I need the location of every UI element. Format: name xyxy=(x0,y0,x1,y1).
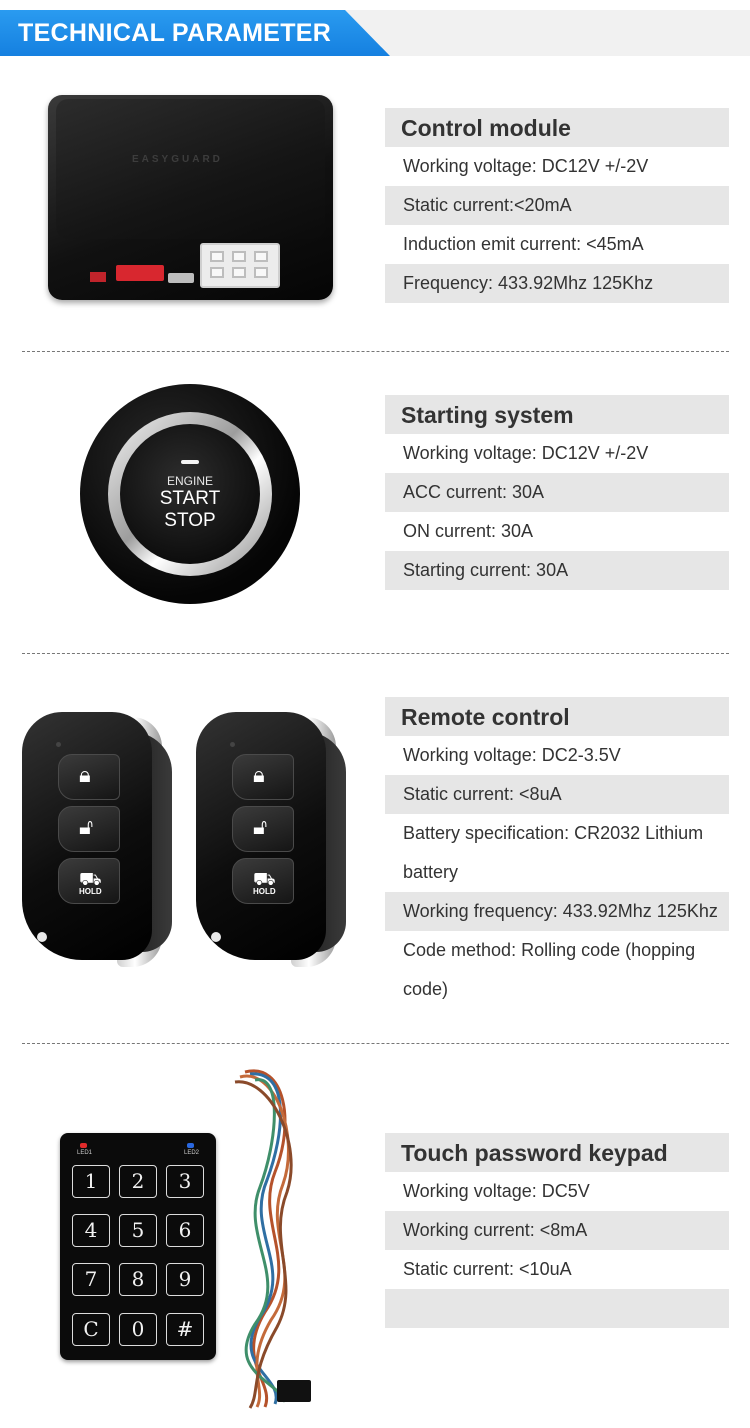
keypad-key: C xyxy=(72,1313,110,1346)
keypad-key: 0 xyxy=(119,1313,157,1346)
unlock-icon: 🔓︎ xyxy=(253,814,268,839)
keypad-led-red xyxy=(80,1143,87,1148)
spec-row: Battery specification: CR2032 Lithium battery xyxy=(403,823,704,882)
keypad-key: 8 xyxy=(119,1263,157,1296)
fob-lock-button xyxy=(232,754,294,800)
button-led xyxy=(181,460,199,464)
module-small-port xyxy=(90,272,106,282)
connector-pin xyxy=(210,267,224,278)
keypad-key: 5 xyxy=(119,1214,157,1247)
section-divider xyxy=(22,1043,729,1044)
spec-title: Touch password keypad xyxy=(385,1133,729,1172)
spec-title: Remote control xyxy=(385,697,729,736)
keypad-key: 1 xyxy=(72,1165,110,1198)
spec-row: Static current:<20mA xyxy=(385,186,729,225)
unlock-icon: 🔓︎ xyxy=(79,814,94,839)
fob-unlock-button xyxy=(58,806,120,852)
fob-indicator xyxy=(230,742,235,747)
keypad-key: # xyxy=(166,1313,204,1346)
spec-row-empty xyxy=(385,1289,729,1328)
spec-row: Code method: Rolling code (hopping code) xyxy=(403,940,696,999)
fob-trunk-button xyxy=(58,858,120,904)
keypad-wire-harness xyxy=(205,1062,315,1412)
keypad-key: 7 xyxy=(72,1263,110,1296)
keypad-led2-label: LED2 xyxy=(184,1150,200,1156)
section-divider xyxy=(22,351,729,352)
connector-pin xyxy=(232,251,246,262)
remote-control-spec-table xyxy=(385,697,729,1009)
module-connector xyxy=(200,243,280,288)
keypad-key: 4 xyxy=(72,1214,110,1247)
control-module-image xyxy=(48,95,333,300)
connector-pin xyxy=(254,267,268,278)
starting-system-spec-table xyxy=(385,395,729,590)
spec-row: Working frequency: 433.92Mhz 125Khz xyxy=(385,892,729,931)
spec-row: ACC current: 30A xyxy=(385,473,729,512)
hold-label: HOLD xyxy=(79,887,102,896)
spec-row: Working voltage: DC2-3.5V xyxy=(403,745,621,765)
module-jack xyxy=(168,273,194,283)
keypad-led-blue xyxy=(187,1143,194,1148)
spec-row: Frequency: 433.92Mhz 125Khz xyxy=(385,264,729,303)
car-trunk-icon: ⛟ xyxy=(253,869,276,889)
button-chrome-ring xyxy=(108,412,272,576)
lock-icon: 🔒︎ xyxy=(253,762,265,787)
fob-trunk-button xyxy=(232,858,294,904)
spec-row: Working voltage: DC12V +/-2V xyxy=(403,443,649,463)
section-header xyxy=(0,10,750,56)
keypad-spec-table xyxy=(385,1133,729,1328)
car-trunk-icon: ⛟ xyxy=(79,869,102,889)
spec-row: Working current: <8mA xyxy=(385,1211,729,1250)
button-start-label: START xyxy=(159,488,221,509)
spec-row: ON current: 30A xyxy=(403,521,534,541)
keypad-led1-label: LED1 xyxy=(77,1150,93,1156)
page-title: TECHNICAL PARAMETER xyxy=(18,19,332,47)
keypad-key: 9 xyxy=(166,1263,204,1296)
touch-keypad-image xyxy=(60,1133,216,1360)
spec-title: Control module xyxy=(385,108,729,147)
spec-row: Static current: <8uA xyxy=(385,775,729,814)
fob-unlock-button xyxy=(232,806,294,852)
connector-pin xyxy=(232,267,246,278)
button-face xyxy=(120,424,260,564)
spec-title: Starting system xyxy=(385,395,729,434)
spec-row: Static current: <10uA xyxy=(403,1259,572,1279)
fob-indicator xyxy=(56,742,61,747)
spec-row: Starting current: 30A xyxy=(385,551,729,590)
fob-release-dot xyxy=(211,932,221,942)
module-top-panel xyxy=(56,99,325,239)
keypad-key: 3 xyxy=(166,1165,204,1198)
fob-lock-button xyxy=(58,754,120,800)
hold-label: HOLD xyxy=(253,887,276,896)
module-brand-text: EASYGUARD xyxy=(132,154,223,165)
connector-pin xyxy=(210,251,224,262)
button-stop-label: STOP xyxy=(164,510,216,531)
button-engine-label: ENGINE xyxy=(166,474,213,488)
remote-key-fob-image xyxy=(22,712,182,967)
keypad-key: 6 xyxy=(166,1214,204,1247)
spec-row: Working voltage: DC12V +/-2V xyxy=(403,156,649,176)
lock-icon: 🔒︎ xyxy=(79,762,91,787)
connector-pin xyxy=(254,251,268,262)
wire-connector-plug xyxy=(277,1380,311,1402)
spec-row: Induction emit current: <45mA xyxy=(403,234,644,254)
engine-start-button-image xyxy=(80,384,300,604)
fob-release-dot xyxy=(37,932,47,942)
remote-key-fob-image xyxy=(196,712,356,967)
control-module-spec-table xyxy=(385,108,729,303)
module-dip-switch xyxy=(116,265,164,281)
section-divider xyxy=(22,653,729,654)
spec-row: Working voltage: DC5V xyxy=(403,1181,590,1201)
keypad-key: 2 xyxy=(119,1165,157,1198)
